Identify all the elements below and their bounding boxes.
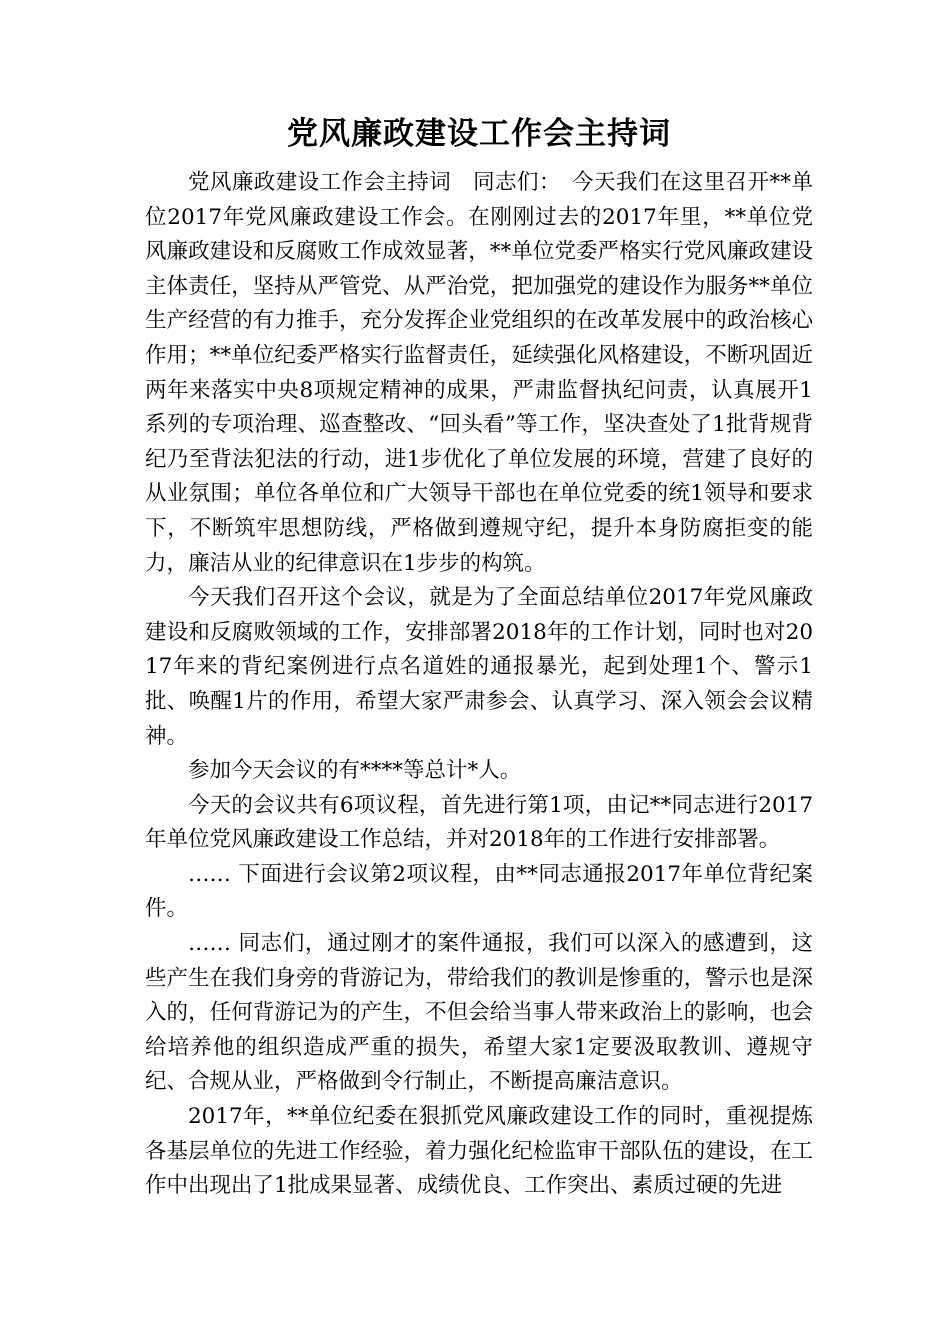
document-page [145, 112, 813, 1204]
paragraph-7: 2017年，**单位纪委在狠抓党风廉政建设工作的同时，重视提炼各基层单位的先进工作经验，着力强化纪检监审干部队伍的建设，在工作中出现出了1批成果显著、成绩优良、工作突出、素质过硬的先进 [145, 1104, 813, 1199]
paragraph-2: 今天我们召开这个会议，就是为了全面总结单位2017年党风廉政建设和反腐败领域的工作，安排部署2018年的工作计划，同时也对2017年来的背纪案例进行点名道姓的通报暴光，起到处理1个、警示1批、唤醒1片的作用，希望大家严肃参会、认真学习、深入领会会议精神。 [145, 585, 813, 749]
paragraph-5: …… 下面进行会议第2项议程，由**同志通报2017年单位背纪案件。 [145, 861, 813, 922]
paragraph-1: 党风廉政建设工作会主持词 同志们： 今天我们在这里召开**单位2017年党风廉政建设工作会。在刚刚过去的2017年里，**单位党风廉政建设和反腐败工作成效显著，**单位党委严格实行党风廉政建设主体责任，坚持从严管党、从严治党，把加强党的建设作为服务**单位生产经营的有力推手，充分发挥企业党组织的在改革发展中的政治核心作用；**单位纪委严格实行监督责任，延续强化风格建设，不断巩固近两年来落实中央8项规定精神的成果，严肃监督执纪问责，认真展开1系列的专项治理、巡查整改、“回头看”等工作，坚决查处了1批背规背纪乃至背法犯法的行动，进1步优化了单位发展的环境，营建了良好的从业氛围；单位各单位和广大领导干部也在单位党委的统1领导和要求下，不断筑牢思想防线，严格做到遵规守纪，提升本身防腐拒变的能力，廉洁从业的纪律意识在1步步的构筑。 [145, 170, 813, 576]
document-title: 党风廉政建设工作会主持词 [287, 116, 671, 152]
paragraph-6: …… 同志们，通过刚才的案件通报，我们可以深入的感遭到，这些产生在我们身旁的背游记为，带给我们的教训是惨重的，警示也是深入的，任何背游记为的产生，不但会给当事人带来政治上的影响，也会给培养他的组织造成严重的损失，希望大家1定要汲取教训、遵规守纪、合规从业，严格做到令行制止，不断提高廉洁意识。 [145, 931, 813, 1095]
paragraph-3: 参加今天会议的有****等总计*人。 [188, 758, 522, 784]
paragraph-4: 今天的会议共有6项议程，首先进行第1项，由记**同志进行2017年单位党风廉政建设工作总结，并对2018年的工作进行安排部署。 [145, 792, 813, 853]
